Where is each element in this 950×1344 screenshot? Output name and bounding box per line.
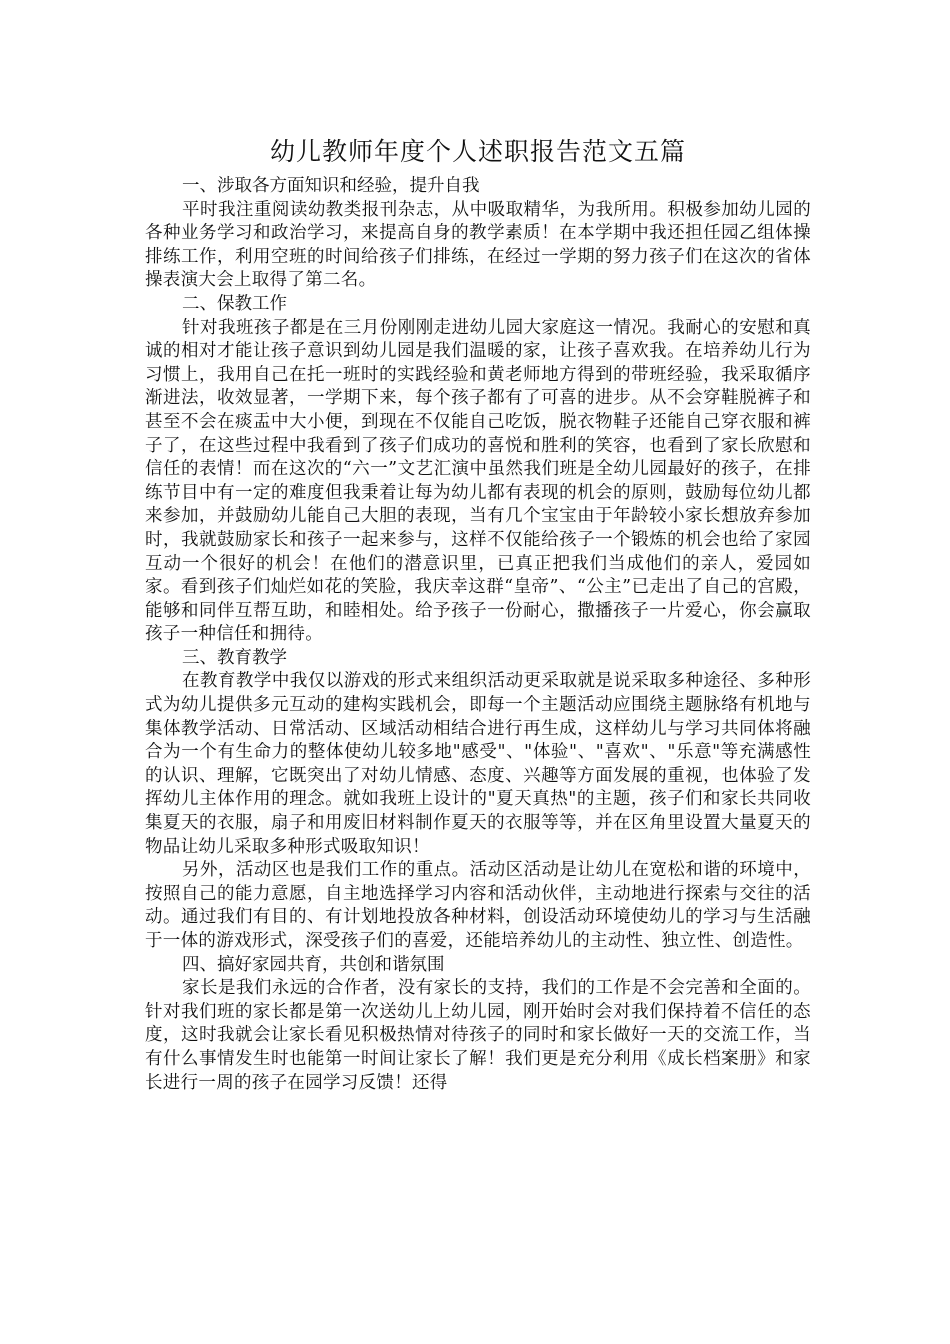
document-title: 幼儿教师年度个人述职报告范文五篇	[269, 137, 686, 166]
section-4	[145, 954, 811, 1096]
document-page	[145, 133, 811, 1095]
paragraph: 平时我注重阅读幼教类报刊杂志，从中吸取精华，为我所用。积极参加幼儿园的各种业务学习和政治学习，来提高自身的教学素质！在本学期中我还担任园乙组体操排练工作，利用空班的时间给孩子们排练，在经过一学期的努力孩子们在这次的省体操表演大会上取得了第二名。	[145, 199, 811, 291]
paragraph: 另外，活动区也是我们工作的重点。活动区活动是让幼儿在宽松和谐的环境中，按照自己的能力意愿，自主地选择学习内容和活动伙伴，主动地进行探索与交往的活动。通过我们有目的、有计划地投放各种材料，创设活动环境使幼儿的学习与生活融于一体的游戏形式，深受孩子们的喜爱，还能培养幼儿的主动性、独立性、创造性。	[145, 860, 811, 951]
section-3	[145, 647, 811, 954]
section-heading: 一、涉取各方面知识和经验，提升自我	[182, 176, 480, 196]
paragraph: 在教育教学中我仅以游戏的形式来组织活动更采取就是说采取多种途径、多种形式为幼儿提供多元互动的建构实践机会，即每一个主题活动应围绕主题脉络有机地与集体教学活动、日常活动、区域活动相结合进行再生成，这样幼儿与学习共同体将融合为一个有生命力的整体使幼儿较多地"感受"、"体验"、"喜欢"、"乐意"等充满感性的认识、理解，它既突出了对幼儿情感、态度、兴趣等方面发展的重视，也体验了发挥幼儿主体作用的理念。就如我班上设计的"夏天真热"的主题，孩子们和家长共同收集夏天的衣服，扇子和用废旧材料制作夏天的衣服等等，并在区角里设置大量夏天的物品让幼儿采取多种形式吸取知识！	[145, 671, 811, 857]
section-1	[145, 175, 811, 293]
section-heading: 三、教育教学	[182, 647, 287, 668]
paragraph: 针对我班孩子都是在三月份刚刚走进幼儿园大家庭这一情况。我耐心的安慰和真诚的相对才能让孩子意识到幼儿园是我们温暖的家，让孩子喜欢我。在培养幼儿行为习惯上，我用自己在托一班时的实践经验和黄老师地方得到的带班经验，我采取循序渐进法，收效显著，一学期下来，每个孩子都有了可喜的进步。从不会穿鞋脱裤子和甚至不会在痰盂中大小便，到现在不仅能自己吃饭，脱衣物鞋子还能自己穿衣服和裤子了，在这些过程中我看到了孩子们成功的喜悦和胜利的笑容，也看到了家长欣慰和信任的表情！而在这次的“六一”文艺汇演中虽然我们班是全幼儿园最好的孩子，在排练节目中有一定的难度但我秉着让每为幼儿都有表现的机会的原则，鼓励每位幼儿都来参加，并鼓励幼儿能自己大胆的表现，当有几个宝宝由于年龄较小家长想放弃参加时，我就鼓励家长和孩子一起来参与，这样不仅能给孩子一个锻炼的机会也给了家园互动一个很好的机会！在他们的潜意识里，已真正把我们当成他们的亲人，爱园如家。看到孩子们灿烂如花的笑脸，我庆幸这群“皇帝”、“公主”已走出了自己的宫殿，能够和同伴互帮互助，和睦相处。给予孩子一份耐心，撒播孩子一片爱心，你会赢取孩子一种信任和拥待。	[145, 317, 811, 645]
section-heading: 四、搞好家园共育，共创和谐氛围	[182, 954, 445, 975]
paragraph: 家长是我们永远的合作者，没有家长的支持，我们的工作是不会完善和全面的。针对我们班的家长都是第一次送幼儿上幼儿园，刚开始时会对我们保持着不信任的态度，这时我就会让家长看见积极热情对待孩子的同时和家长做好一天的交流工作，当有什么事情发生时也能第一时间让家长了解！我们更是充分利用《成长档案册》和家长进行一周的孩子在园学习反馈！还得	[145, 978, 811, 1093]
section-heading: 二、保教工作	[182, 293, 287, 314]
section-2	[145, 293, 811, 647]
